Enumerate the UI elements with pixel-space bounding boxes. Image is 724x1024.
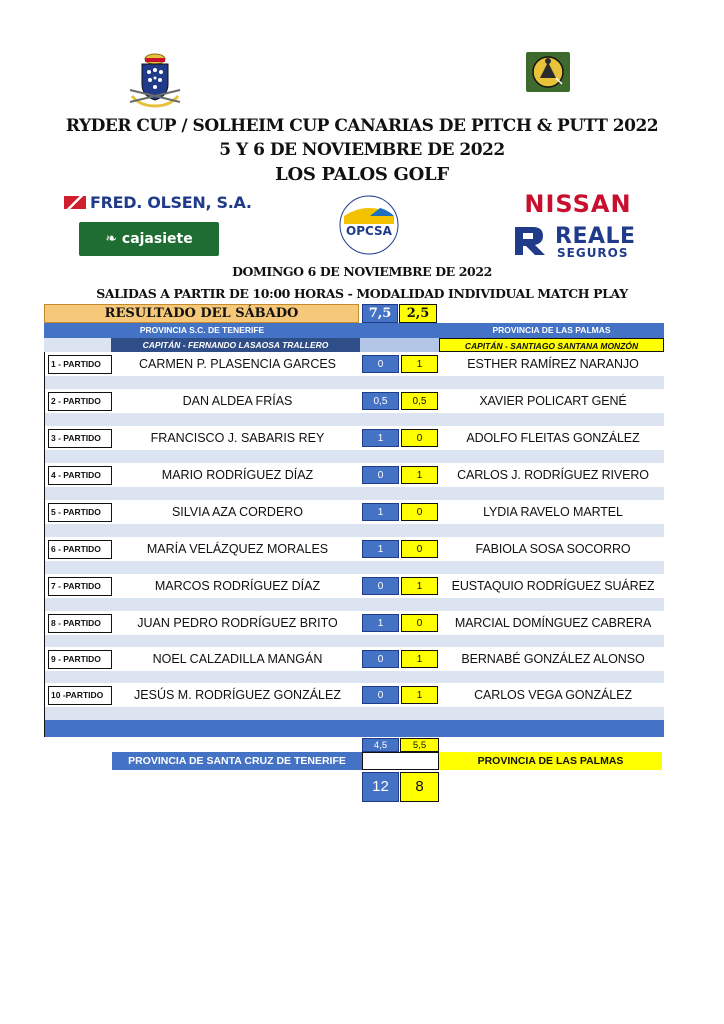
team-right-header: PROVINCIA DE LAS PALMAS bbox=[439, 323, 664, 338]
cajasiete-text: cajasiete bbox=[121, 231, 193, 247]
match-label: 1 - PARTIDO bbox=[48, 355, 112, 374]
las-palmas-match-score: 1 bbox=[401, 466, 438, 484]
footer-tenerife-label: PROVINCIA DE SANTA CRUZ DE TENERIFE bbox=[112, 752, 362, 770]
team-header-spacer bbox=[360, 323, 439, 338]
sunday-tenerife-total: 4,5 bbox=[362, 738, 399, 752]
match-label: 5 - PARTIDO bbox=[48, 503, 112, 522]
match-label: 4 - PARTIDO bbox=[48, 466, 112, 485]
match-label: 6 - PARTIDO bbox=[48, 540, 112, 559]
tenerife-player: MARIO RODRÍGUEZ DÍAZ bbox=[161, 468, 314, 482]
sunday-las-palmas-total: 5,5 bbox=[400, 738, 439, 752]
tenerife-player: MARCOS RODRÍGUEZ DÍAZ bbox=[154, 579, 321, 593]
table-row bbox=[45, 611, 665, 635]
las-palmas-player: CARLOS VEGA GONZÁLEZ bbox=[474, 688, 632, 702]
reale-mark-icon bbox=[513, 225, 547, 257]
golf-club-logo bbox=[526, 52, 570, 92]
left-captain: CAPITÁN - FERNANDO LASAOSA TRALLERO bbox=[111, 338, 360, 352]
tenerife-player: CARMEN P. PLASENCIA GARCES bbox=[138, 357, 337, 371]
las-palmas-player: BERNABÉ GONZÁLEZ ALONSO bbox=[461, 652, 645, 666]
las-palmas-match-score: 1 bbox=[401, 650, 438, 668]
las-palmas-player: FABIOLA SOSA SOCORRO bbox=[475, 542, 631, 556]
tenerife-match-score: 0 bbox=[362, 577, 399, 595]
cajasiete-logo bbox=[79, 222, 219, 256]
tenerife-player: NOEL CALZADILLA MANGÁN bbox=[152, 652, 323, 666]
las-palmas-match-score: 0,5 bbox=[401, 392, 438, 410]
las-palmas-player: EUSTAQUIO RODRÍGUEZ SUÁREZ bbox=[451, 579, 655, 593]
footer-spacer bbox=[362, 752, 439, 770]
reale-seguros-logo bbox=[513, 225, 653, 261]
matches-table bbox=[44, 352, 664, 720]
las-palmas-match-score: 0 bbox=[401, 540, 438, 558]
las-palmas-player: CARLOS J. RODRÍGUEZ RIVERO bbox=[457, 468, 649, 482]
final-tenerife-score: 12 bbox=[362, 772, 399, 802]
match-label: 2 - PARTIDO bbox=[48, 392, 112, 411]
match-label: 10 -PARTIDO bbox=[48, 686, 112, 705]
las-palmas-player: LYDIA RAVELO MARTEL bbox=[483, 505, 623, 519]
captain-row-spacer bbox=[360, 338, 439, 352]
event-title: RYDER CUP / SOLHEIM CUP CANARIAS DE PITCH & PUTT 2022 bbox=[65, 116, 659, 136]
tenerife-player: JUAN PEDRO RODRÍGUEZ BRITO bbox=[137, 616, 338, 630]
match-label: 7 - PARTIDO bbox=[48, 577, 112, 596]
final-las-palmas-score: 8 bbox=[400, 772, 439, 802]
footer-las-palmas-label: PROVINCIA DE LAS PALMAS bbox=[439, 752, 662, 770]
saturday-tenerife-score: 7,5 bbox=[362, 304, 398, 323]
seguros-text: SEGUROS bbox=[557, 246, 629, 260]
canarias-federation-crest-logo bbox=[126, 52, 184, 108]
las-palmas-player: MARCIAL DOMÍNGUEZ CABRERA bbox=[454, 616, 652, 630]
reale-text: REALE bbox=[555, 224, 636, 249]
tenerife-player: SILVIA AZA CORDERO bbox=[171, 505, 304, 519]
las-palmas-match-score: 1 bbox=[401, 577, 438, 595]
event-venue: LOS PALOS GOLF bbox=[275, 164, 449, 185]
las-palmas-match-score: 0 bbox=[401, 429, 438, 447]
las-palmas-match-score: 1 bbox=[401, 686, 438, 704]
fred-olsen-text: FRED. OLSEN, S.A. bbox=[90, 193, 252, 212]
tenerife-match-score: 1 bbox=[362, 503, 399, 521]
fred-olsen-mark-icon bbox=[64, 196, 86, 209]
table-row bbox=[45, 352, 665, 376]
table-row bbox=[45, 426, 665, 450]
table-row bbox=[45, 389, 665, 413]
table-row bbox=[45, 574, 665, 598]
cajasiete-leaf-icon: ❧ bbox=[105, 231, 122, 247]
tenerife-player: MARÍA VELÁZQUEZ MORALES bbox=[146, 542, 329, 556]
table-bottom-band bbox=[44, 720, 664, 737]
tenerife-player: JESÚS M. RODRÍGUEZ GONZÁLEZ bbox=[134, 688, 341, 702]
saturday-result-label: RESULTADO DEL SÁBADO bbox=[44, 304, 359, 323]
match-format: SALIDAS A PARTIR DE 10:00 HORAS - MODALIDAD INDIVIDUAL MATCH PLAY bbox=[96, 286, 628, 301]
tenerife-player: FRANCISCO J. SABARIS REY bbox=[150, 431, 325, 445]
fred-olsen-logo bbox=[64, 193, 252, 212]
table-row bbox=[45, 500, 665, 524]
match-day: DOMINGO 6 DE NOVIEMBRE DE 2022 bbox=[232, 264, 492, 279]
tenerife-match-score: 0 bbox=[362, 466, 399, 484]
team-left-header: PROVINCIA S.C. DE TENERIFE bbox=[44, 323, 360, 338]
las-palmas-player: ESTHER RAMÍREZ NARANJO bbox=[467, 357, 639, 371]
right-captain: CAPITÁN - SANTIAGO SANTANA MONZÓN bbox=[439, 338, 664, 352]
tenerife-match-score: 1 bbox=[362, 614, 399, 632]
las-palmas-match-score: 1 bbox=[401, 355, 438, 373]
table-row bbox=[45, 463, 665, 487]
opcsa-logo bbox=[330, 194, 408, 256]
opcsa-logo-text: OPCSA bbox=[346, 224, 392, 238]
table-row bbox=[45, 537, 665, 561]
las-palmas-player: XAVIER POLICART GENÉ bbox=[479, 394, 627, 408]
tenerife-match-score: 1 bbox=[362, 540, 399, 558]
match-label: 8 - PARTIDO bbox=[48, 614, 112, 633]
tenerife-match-score: 0 bbox=[362, 686, 399, 704]
las-palmas-match-score: 0 bbox=[401, 503, 438, 521]
table-row bbox=[45, 683, 665, 707]
tenerife-match-score: 0 bbox=[362, 355, 399, 373]
nissan-logo: NISSAN bbox=[524, 190, 632, 218]
match-label: 9 - PARTIDO bbox=[48, 650, 112, 669]
tenerife-match-score: 0 bbox=[362, 650, 399, 668]
match-label: 3 - PARTIDO bbox=[48, 429, 112, 448]
tenerife-match-score: 1 bbox=[362, 429, 399, 447]
tenerife-match-score: 0,5 bbox=[362, 392, 399, 410]
las-palmas-match-score: 0 bbox=[401, 614, 438, 632]
las-palmas-player: ADOLFO FLEITAS GONZÁLEZ bbox=[466, 431, 640, 445]
tenerife-player: DAN ALDEA FRÍAS bbox=[182, 394, 293, 408]
saturday-las-palmas-score: 2,5 bbox=[399, 304, 437, 323]
event-dates: 5 Y 6 DE NOVIEMBRE DE 2022 bbox=[219, 140, 505, 160]
captain-row-pad bbox=[44, 338, 111, 352]
table-row bbox=[45, 647, 665, 671]
